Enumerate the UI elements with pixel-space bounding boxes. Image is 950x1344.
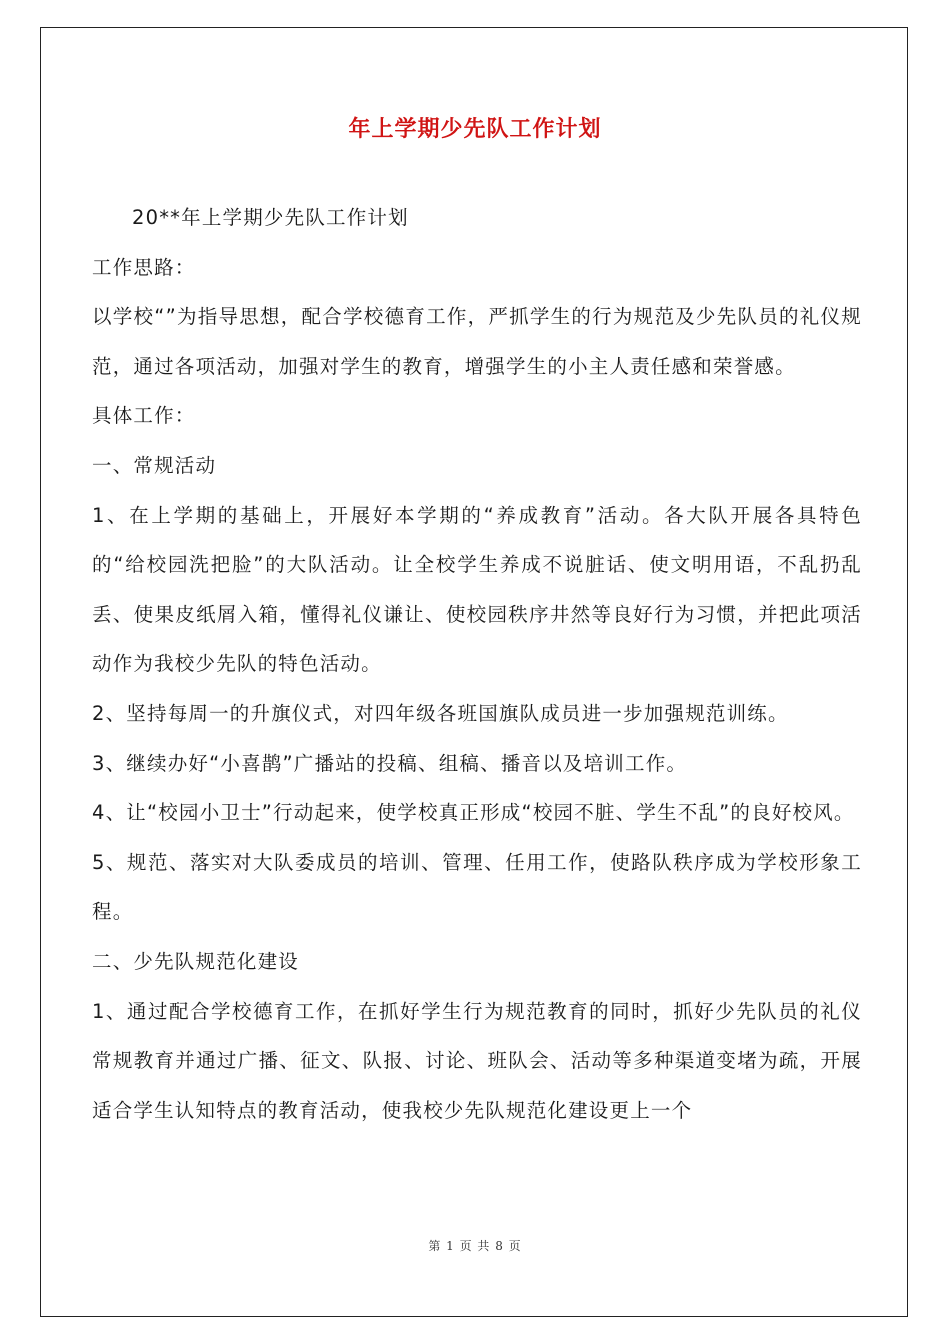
document-body (92, 193, 862, 1135)
document-title: 年上学期少先队工作计划 (348, 116, 602, 142)
paragraph-item-1: 1、在上学期的基础上，开展好本学期的“养成教育”活动。各大队开展各具特色的“给校园洗把脸”的大队活动。让全校学生养成不说脏话、使文明用语，不乱扔乱丢、使果皮纸屑入箱，懂得礼仪谦让、使校园秩序井然等良好行为习惯，并把此项活动作为我校少先队的特色活动。 (92, 503, 862, 676)
section-heading-standardization: 二、少先队规范化建设 (92, 949, 300, 973)
paragraph-specific-work-heading: 具体工作： (92, 404, 196, 428)
paragraph-work-idea: 以学校“”为指导思想，配合学校德育工作，严抓学生的行为规范及少先队员的礼仪规范，通过各项活动，加强对学生的教育，增强学生的小主人责任感和荣誉感。 (92, 305, 862, 378)
section-heading-routine: 一、常规活动 (92, 453, 217, 477)
paragraph-section2-item-1: 1、通过配合学校德育工作，在抓好学生行为规范教育的同时，抓好少先队员的礼仪常规教育并通过广播、征文、队报、讨论、班队会、活动等多种渠道变堵为疏，开展适合学生认知特点的教育活动，使我校少先队规范化建设更上一个 (92, 999, 862, 1122)
page-footer: 第 1 页 共 8 页 (428, 1239, 522, 1253)
paragraph-work-idea-heading: 工作思路： (92, 255, 196, 279)
paragraph-item-3: 3、继续办好“小喜鹊”广播站的投稿、组稿、播音以及培训工作。 (92, 751, 688, 775)
paragraph-item-5: 5、规范、落实对大队委成员的培训、管理、任用工作，使路队秩序成为学校形象工程。 (92, 850, 862, 924)
paragraph-item-4: 4、让“校园小卫士”行动起来，使学校真正形成“校园不脏、学生不乱”的良好校风。 (92, 801, 855, 825)
paragraph-item-2: 2、坚持每周一的升旗仪式，对四年级各班国旗队成员进一步加强规范训练。 (92, 701, 789, 725)
paragraph-subtitle: 20**年上学期少先队工作计划 (132, 206, 409, 229)
